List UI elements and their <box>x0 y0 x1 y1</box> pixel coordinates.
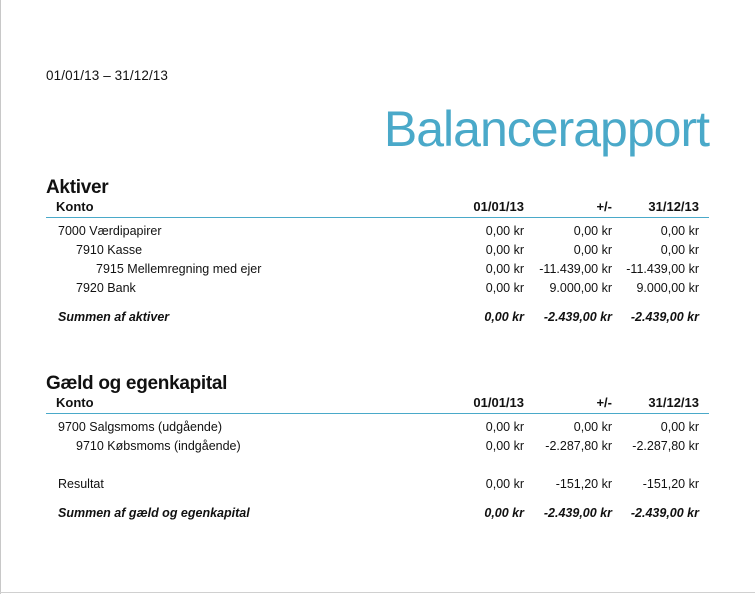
value-start: 0,00 kr <box>485 262 524 276</box>
table-row <box>46 418 709 437</box>
account-label: 9710 Købsmoms (indgående) <box>76 439 241 453</box>
table-row <box>46 241 709 260</box>
value-end: 0,00 kr <box>660 420 699 434</box>
account-label: Resultat <box>58 477 104 491</box>
section-aktiver <box>46 177 709 327</box>
section-title-gaeld-egenkapital: Gæld og egenkapital <box>46 373 228 394</box>
value-change: 9.000,00 kr <box>549 281 612 295</box>
table-row <box>46 437 709 456</box>
account-label: 9700 Salgsmoms (udgående) <box>58 420 222 434</box>
page-edge-left <box>0 0 1 594</box>
total-change: -2.439,00 kr <box>543 310 612 324</box>
report-title: Balancerapport <box>383 101 709 157</box>
total-start: 0,00 kr <box>484 506 524 520</box>
table-row <box>46 222 709 241</box>
section-title-aktiver: Aktiver <box>46 177 109 198</box>
value-start: 0,00 kr <box>485 281 524 295</box>
value-start: 0,00 kr <box>485 439 524 453</box>
value-start: 0,00 kr <box>485 477 524 491</box>
header-change: +/- <box>596 395 612 410</box>
value-start: 0,00 kr <box>485 243 524 257</box>
value-start: 0,00 kr <box>485 224 524 238</box>
total-label: Summen af aktiver <box>58 310 170 324</box>
value-start: 0,00 kr <box>485 420 524 434</box>
total-change: -2.439,00 kr <box>543 506 612 520</box>
section-gaeld-egenkapital <box>46 373 709 523</box>
account-label: 7920 Bank <box>76 281 136 295</box>
value-change: -151,20 kr <box>555 477 612 491</box>
total-row-gaeld-egenkapital <box>46 504 709 523</box>
report-period: 01/01/13 – 31/12/13 <box>46 68 169 83</box>
account-label: 7915 Mellemregning med ejer <box>96 262 262 276</box>
total-label: Summen af gæld og egenkapital <box>58 506 250 520</box>
table-header-gaeld-egenkapital <box>46 395 709 414</box>
table-header-aktiver <box>46 199 709 218</box>
value-change: -11.439,00 kr <box>539 262 612 276</box>
value-change: -2.287,80 kr <box>545 439 612 453</box>
header-change: +/- <box>596 199 612 214</box>
value-end: 9.000,00 kr <box>636 281 699 295</box>
header-end-date: 31/12/13 <box>648 199 699 214</box>
total-row-aktiver <box>46 308 709 327</box>
value-change: 0,00 kr <box>573 420 612 434</box>
account-label: 7000 Værdipapirer <box>58 224 162 238</box>
total-end: -2.439,00 kr <box>630 310 699 324</box>
value-end: 0,00 kr <box>660 243 699 257</box>
account-label: 7910 Kasse <box>76 243 143 257</box>
total-start: 0,00 kr <box>484 310 524 324</box>
value-change: 0,00 kr <box>573 224 612 238</box>
total-end: -2.439,00 kr <box>630 506 699 520</box>
table-row <box>46 260 709 279</box>
page-edge-bottom <box>0 592 755 593</box>
header-start-date: 01/01/13 <box>473 395 524 410</box>
table-row-resultat <box>46 475 709 494</box>
value-end: -151,20 kr <box>642 477 699 491</box>
header-konto: Konto <box>56 199 94 214</box>
value-end: -11.439,00 kr <box>626 262 699 276</box>
value-end: -2.287,80 kr <box>632 439 699 453</box>
header-konto: Konto <box>56 395 94 410</box>
table-row <box>46 279 709 298</box>
value-end: 0,00 kr <box>660 224 699 238</box>
header-end-date: 31/12/13 <box>648 395 699 410</box>
value-change: 0,00 kr <box>573 243 612 257</box>
header-start-date: 01/01/13 <box>473 199 524 214</box>
